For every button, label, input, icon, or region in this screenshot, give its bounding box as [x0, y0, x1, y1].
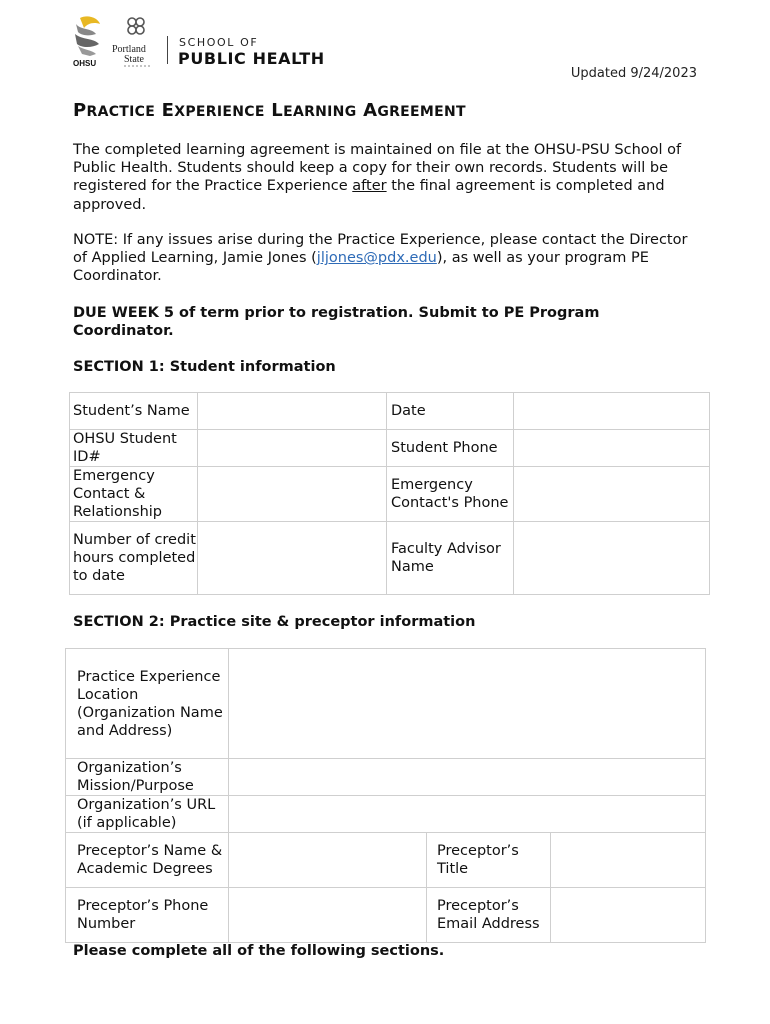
emergency-phone-label: Emergency Contact's Phone [387, 467, 514, 522]
pe-location-label: Practice Experience Location (Organization Name and Address) [66, 649, 229, 759]
table-row [66, 796, 706, 833]
header-logos [70, 14, 330, 70]
student-id-field[interactable] [198, 430, 387, 467]
svg-text:State: State [124, 54, 144, 65]
page-title: PRACTICE EXPERIENCE LEARNING AGREEMENT [73, 100, 466, 121]
org-mission-field[interactable] [229, 759, 706, 796]
updated-date: Updated 9/24/2023 [570, 66, 697, 81]
preceptor-name-field[interactable] [229, 833, 427, 888]
table-row [66, 833, 706, 888]
org-url-field[interactable] [229, 796, 706, 833]
school-of-text: SCHOOL OF [179, 36, 259, 49]
faculty-advisor-label: Faculty Advisor Name [387, 522, 514, 595]
emergency-phone-field[interactable] [514, 467, 710, 522]
emergency-contact-field[interactable] [198, 467, 387, 522]
psu-logo [110, 16, 162, 70]
student-id-label: OHSU Student ID# [70, 430, 198, 467]
preceptor-name-label: Preceptor’s Name & Academic Degrees [66, 833, 229, 888]
student-name-field[interactable] [198, 393, 387, 430]
table-row [66, 649, 706, 759]
preceptor-title-field[interactable] [551, 833, 706, 888]
preceptor-email-label: Preceptor’s Email Address [427, 888, 551, 943]
svg-text:OHSU: OHSU [73, 59, 97, 68]
section2-heading: SECTION 2: Practice site & preceptor information [73, 614, 476, 630]
section1-heading: SECTION 1: Student information [73, 359, 336, 375]
table-row [70, 430, 710, 467]
student-phone-label: Student Phone [387, 430, 514, 467]
note-paragraph: NOTE: If any issues arise during the Practice Experience, please contact the Director of Applied Learning, Jamie Jones (jljones@pdx.edu), as well as your program PE Coordinator. [73, 232, 688, 285]
intro-paragraph: The completed learning agreement is maintained on file at the OHSU-PSU School of Public Health. Students should keep a copy for their own records. Students will be registered for the Practice Experience after the final agreement is completed and approved. [73, 142, 682, 213]
emergency-contact-label: Emergency Contact & Relationship [70, 467, 198, 522]
practice-site-table [65, 648, 706, 943]
credit-hours-label: Number of credit hours completed to date [70, 522, 198, 595]
preceptor-phone-label: Preceptor’s Phone Number [66, 888, 229, 943]
preceptor-title-label: Preceptor’s Title [427, 833, 551, 888]
table-row [70, 393, 710, 430]
due-notice: DUE WEEK 5 of term prior to registration. Submit to PE Program Coordinator. [73, 305, 600, 340]
date-field[interactable] [514, 393, 710, 430]
preceptor-email-field[interactable] [551, 888, 706, 943]
student-name-label: Student’s Name [70, 393, 198, 430]
org-url-label: Organization’s URL (if applicable) [66, 796, 229, 833]
student-phone-field[interactable] [514, 430, 710, 467]
ohsu-logo [70, 14, 104, 68]
table-row [66, 759, 706, 796]
faculty-advisor-field[interactable] [514, 522, 710, 595]
preceptor-phone-field[interactable] [229, 888, 427, 943]
table-row [70, 467, 710, 522]
logo-divider [167, 36, 168, 64]
date-label: Date [387, 393, 514, 430]
student-info-table [69, 392, 710, 595]
public-health-text: PUBLIC HEALTH [178, 49, 325, 68]
pe-location-field[interactable] [229, 649, 706, 759]
svg-text:Portland: Portland [112, 44, 146, 55]
email-link[interactable]: jljones@pdx.edu [316, 250, 437, 267]
final-note: Please complete all of the following sections. [73, 943, 445, 959]
table-row [66, 888, 706, 943]
credit-hours-field[interactable] [198, 522, 387, 595]
org-mission-label: Organization’s Mission/Purpose [66, 759, 229, 796]
table-row [70, 522, 710, 595]
